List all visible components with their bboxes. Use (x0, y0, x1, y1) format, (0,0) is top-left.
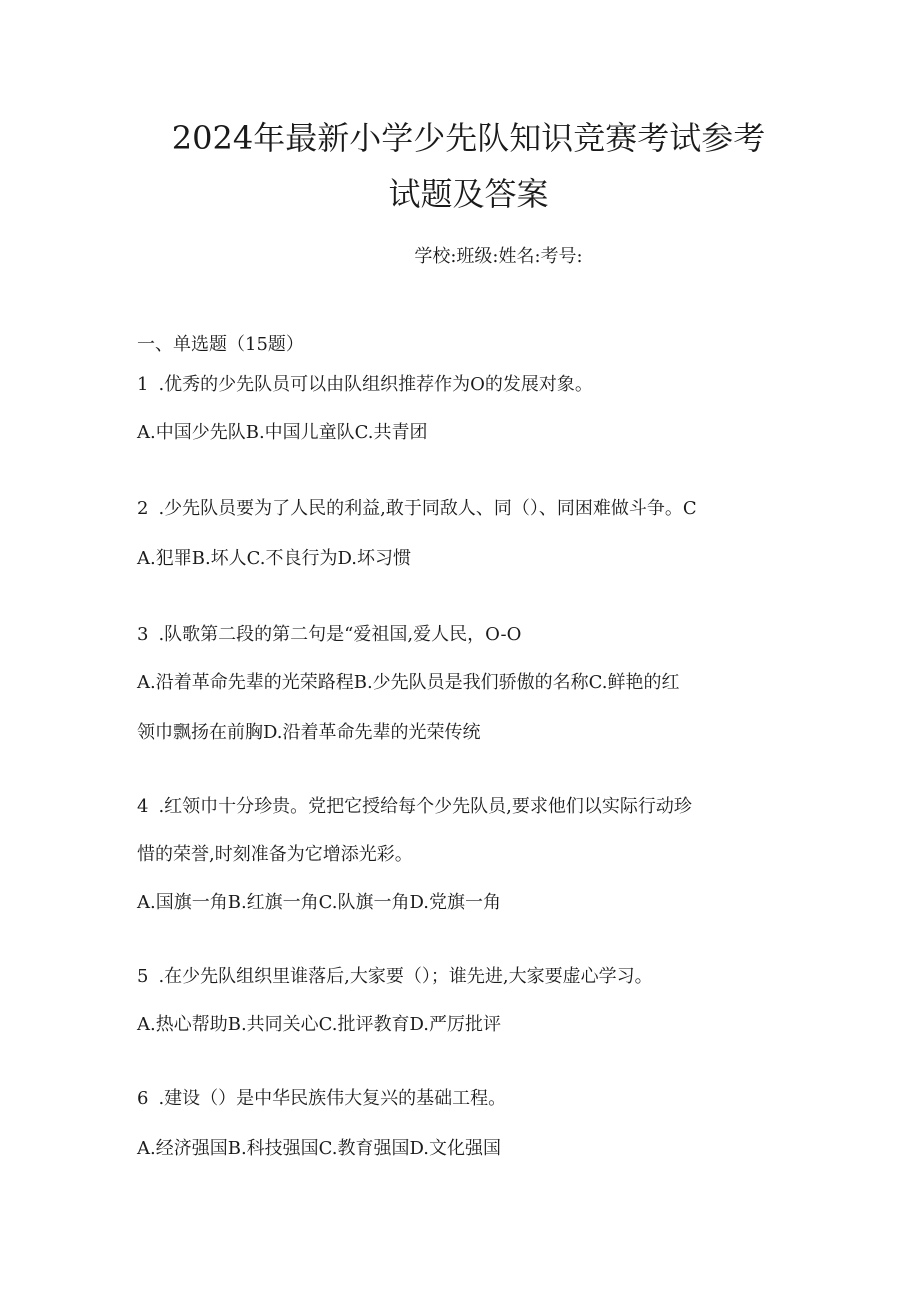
question-6 (137, 1084, 800, 1164)
title-line-1: 2024年最新小学少先队知识竞赛考试参考 (171, 119, 766, 157)
question-options: A.热心帮助B.共同关心C.批评教育D.严厉批评 (137, 1014, 502, 1035)
question-number: 5 (137, 966, 149, 987)
question-options: A.中国少先队B.中国儿童队C.共青团 (137, 422, 428, 443)
question-1 (137, 370, 800, 448)
question-number: 1 (137, 374, 149, 395)
question-options-cont: 领巾飘扬在前胸D.沿着革命先辈的光荣传统 (137, 722, 481, 743)
question-stem-text: .队歌第二段的第二句是“爱祖国,爱人民，O-O (158, 624, 522, 645)
question-number: 6 (137, 1088, 149, 1109)
question-stem-text: .在少先队组织里谁落后,大家要（）；谁先进,大家要虚心学习。 (158, 966, 653, 987)
question-options: A.犯罪B.坏人C.不良行为D.坏习惯 (137, 548, 412, 569)
question-stem-cont: 惜的荣誉,时刻准备为它增添光彩。 (137, 844, 413, 865)
document-title (137, 110, 800, 222)
question-stem (137, 792, 800, 822)
question-3 (137, 620, 800, 748)
question-number: 4 (137, 796, 149, 817)
question-5 (137, 962, 800, 1040)
question-stem-text: .少先队员要为了人民的利益,敢于同敌人、同（）、同困难做斗争。C (158, 498, 697, 519)
question-stem (137, 962, 800, 992)
student-info-line: 学校:班级:姓名:考号: (414, 246, 583, 267)
question-stem-text: .建设（）是中华民族伟大复兴的基础工程。 (158, 1088, 507, 1109)
question-stem-text: .优秀的少先队员可以由队组织推荐作为O的发展对象。 (158, 374, 593, 395)
question-options: A.沿着革命先辈的光荣路程B.少先队员是我们骄傲的名称C.鲜艳的红 (137, 672, 680, 693)
question-stem (137, 620, 800, 650)
question-stem (137, 370, 800, 400)
question-stem (137, 1084, 800, 1114)
question-options: A.国旗一角B.红旗一角C.队旗一角D.党旗一角 (137, 892, 502, 913)
question-number: 2 (137, 498, 149, 519)
question-2 (137, 494, 800, 574)
question-options: A.经济强国B.科技强国C.教育强国D.文化强国 (137, 1138, 502, 1159)
question-number: 3 (137, 624, 149, 645)
question-4 (137, 792, 800, 918)
question-stem (137, 494, 800, 524)
section-heading: 一、单选题（15题） (137, 334, 304, 355)
question-stem-text: .红领巾十分珍贵。党把它授给每个少先队员,要求他们以实际行动珍 (158, 796, 692, 817)
title-line-2: 试题及答案 (388, 175, 549, 213)
